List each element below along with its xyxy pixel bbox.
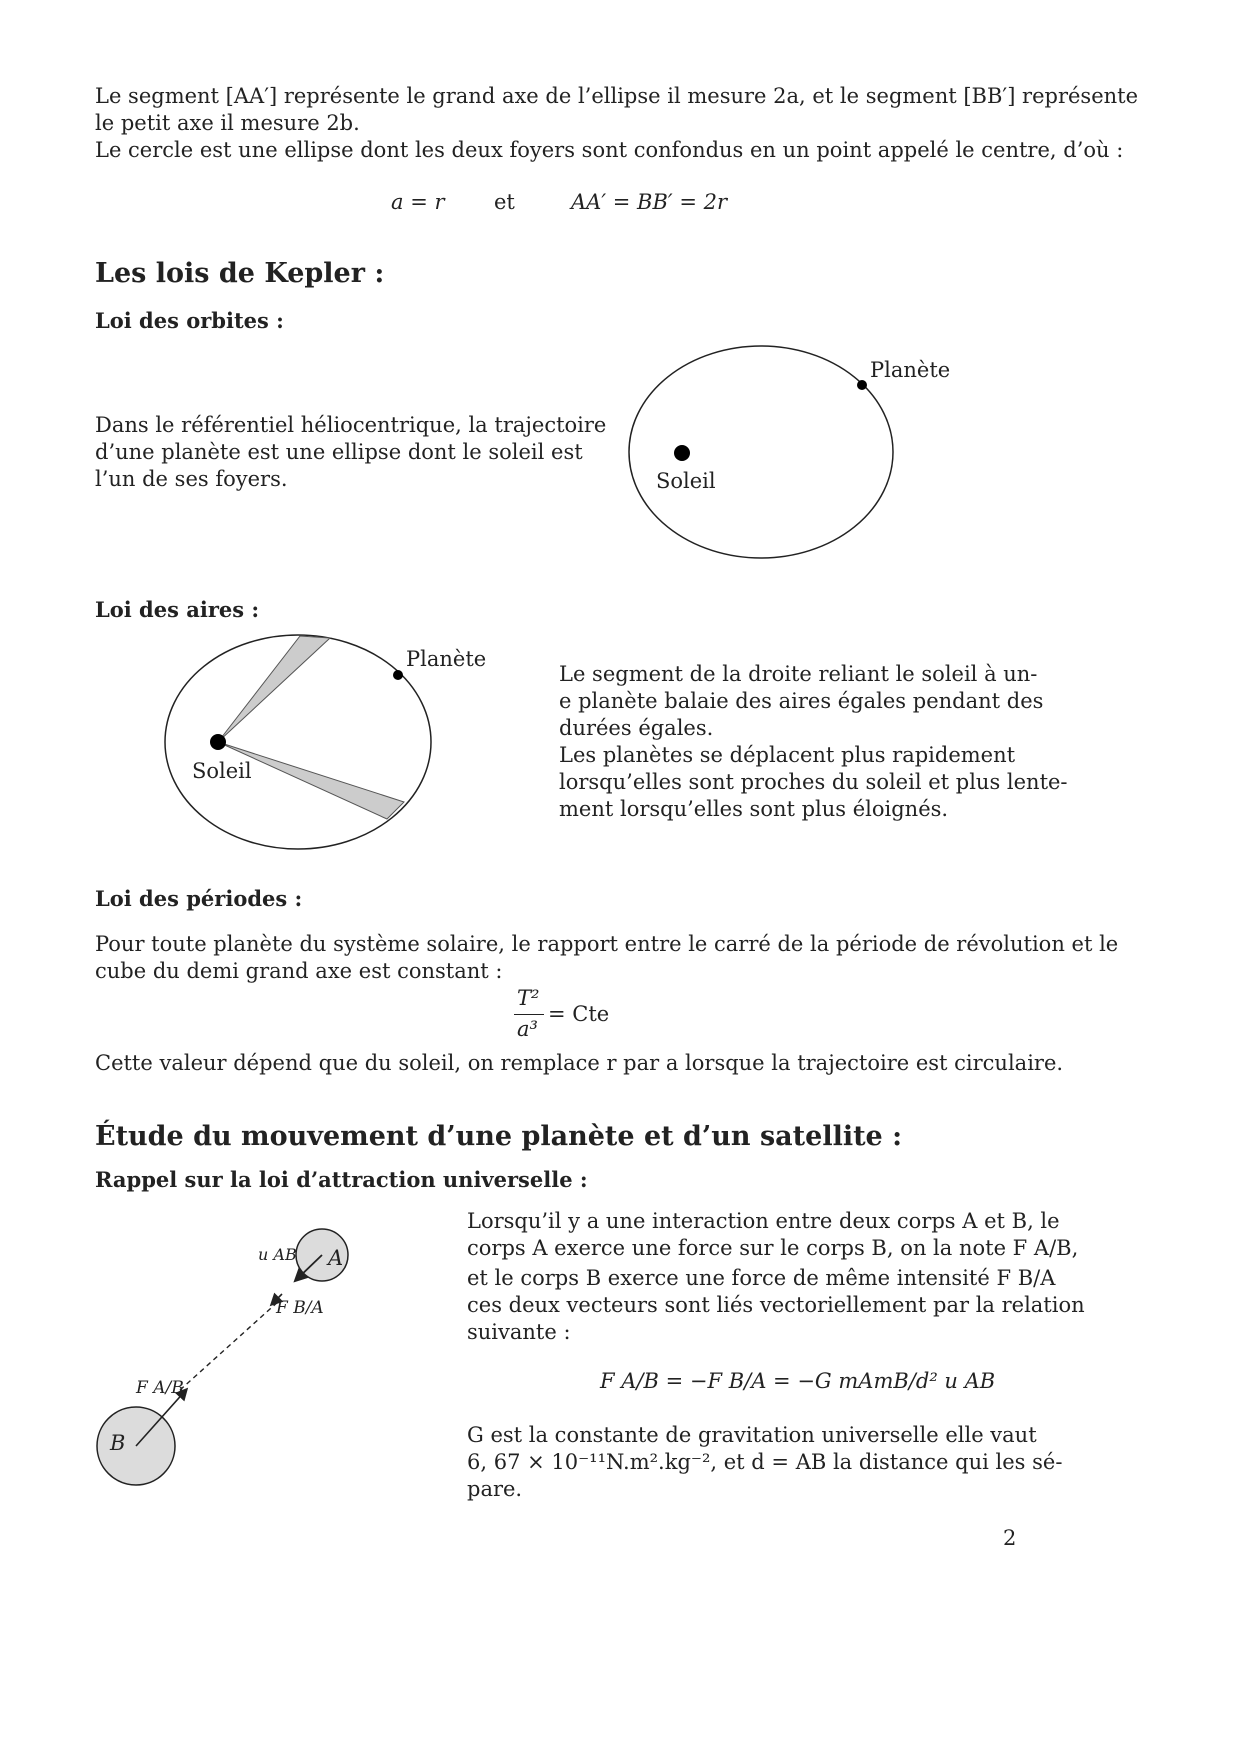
eq-et: et — [494, 190, 515, 214]
aires-text-3: durées égales. — [559, 716, 714, 740]
aires-planet-label: Planète — [406, 647, 487, 671]
etude-text-6: G est la constante de gravitation universelle elle vaut — [467, 1423, 1037, 1447]
label-u-ab: u AB — [258, 1245, 297, 1264]
dashed-line-ab — [180, 1300, 280, 1390]
aires-diagram — [150, 625, 450, 865]
etude-text-2: corps A exerce une force sur le corps B, on la note F A/B, — [467, 1236, 1079, 1260]
etude-text-3: et le corps B exerce une force de même intensité F B/A — [467, 1266, 1056, 1290]
eq-axes: AA′ = BB′ = 2r — [571, 190, 728, 214]
aires-text-6: ment lorsqu’elles sont plus éloignés. — [559, 797, 949, 821]
aires-text-1: Le segment de la droite reliant le soleil à un- — [559, 662, 1038, 686]
intro-line-2: le petit axe il mesure 2b. — [95, 111, 360, 135]
orbites-text-2: d’une planète est une ellipse dont le soleil est — [95, 440, 583, 464]
page-number: 2 — [1003, 1526, 1017, 1550]
heading-loi-periodes: Loi des périodes : — [95, 886, 303, 911]
intro-line-1: Le segment [AA′] représente le grand axe de l’ellipse il mesure 2a, et le segment [BB′] représente — [95, 84, 1139, 108]
etude-text-7: 6, 67 × 10⁻¹¹N.m².kg⁻², et d = AB la distance qui les sé- — [467, 1450, 1063, 1474]
label-f-ab: F A/B — [136, 1378, 184, 1398]
sun-dot — [674, 445, 690, 461]
eq-a-equals-r: a = r — [391, 190, 445, 214]
etude-text-1: Lorsqu’il y a une interaction entre deux corps A et B, le — [467, 1209, 1060, 1233]
fraction-denominator: a³ — [517, 1017, 538, 1041]
orbites-text-3: l’un de ses foyers. — [95, 467, 288, 491]
orbites-text-1: Dans le référentiel héliocentrique, la trajectoire — [95, 413, 607, 437]
periodes-text-3: Cette valeur dépend que du soleil, on remplace r par a lorsque la trajectoire est circulaire. — [95, 1051, 1064, 1075]
etude-text-5: suivante : — [467, 1320, 571, 1344]
aires-text-5: lorsqu’elles sont proches du soleil et plus lente- — [559, 770, 1068, 794]
planet-dot — [857, 380, 867, 390]
gravitation-formula: F A/B = −F B/A = −G mAmB/d² u AB — [600, 1369, 996, 1393]
etude-text-4: ces deux vecteurs sont liés vectoriellement par la relation — [467, 1293, 1085, 1317]
section-title-etude: Étude du mouvement d’une planète et d’un satellite : — [95, 1121, 903, 1152]
heading-rappel: Rappel sur la loi d’attraction universelle : — [95, 1167, 588, 1192]
orbit-planet-label: Planète — [870, 358, 951, 382]
heading-loi-aires: Loi des aires : — [95, 597, 260, 622]
fraction-rhs: = Cte — [548, 1002, 610, 1026]
aires-sun-dot — [210, 734, 226, 750]
label-body-b: B — [110, 1431, 126, 1455]
aires-planet-dot — [393, 670, 403, 680]
periodes-text-1: Pour toute planète du système solaire, le rapport entre le carré de la période de révolution et le — [95, 932, 1119, 956]
orbit-sun-label: Soleil — [656, 469, 716, 493]
aires-text-4: Les planètes se déplacent plus rapidement — [559, 743, 1016, 767]
aires-sun-label: Soleil — [192, 759, 252, 783]
section-title-kepler: Les lois de Kepler : — [95, 258, 385, 289]
label-body-a: A — [328, 1246, 344, 1270]
aires-text-2: e planète balaie des aires égales pendant des — [559, 689, 1044, 713]
fraction-numerator: T² — [517, 986, 540, 1010]
orbit-ellipse — [629, 346, 893, 558]
label-f-ba: F B/A — [276, 1298, 324, 1318]
etude-text-8: pare. — [467, 1477, 523, 1501]
swept-area-far — [218, 636, 330, 742]
heading-loi-orbites: Loi des orbites : — [95, 308, 284, 333]
intro-line-3: Le cercle est une ellipse dont les deux foyers sont confondus en un point appelé le centre, d’où : — [95, 138, 1124, 162]
periodes-text-2: cube du demi grand axe est constant : — [95, 959, 503, 983]
